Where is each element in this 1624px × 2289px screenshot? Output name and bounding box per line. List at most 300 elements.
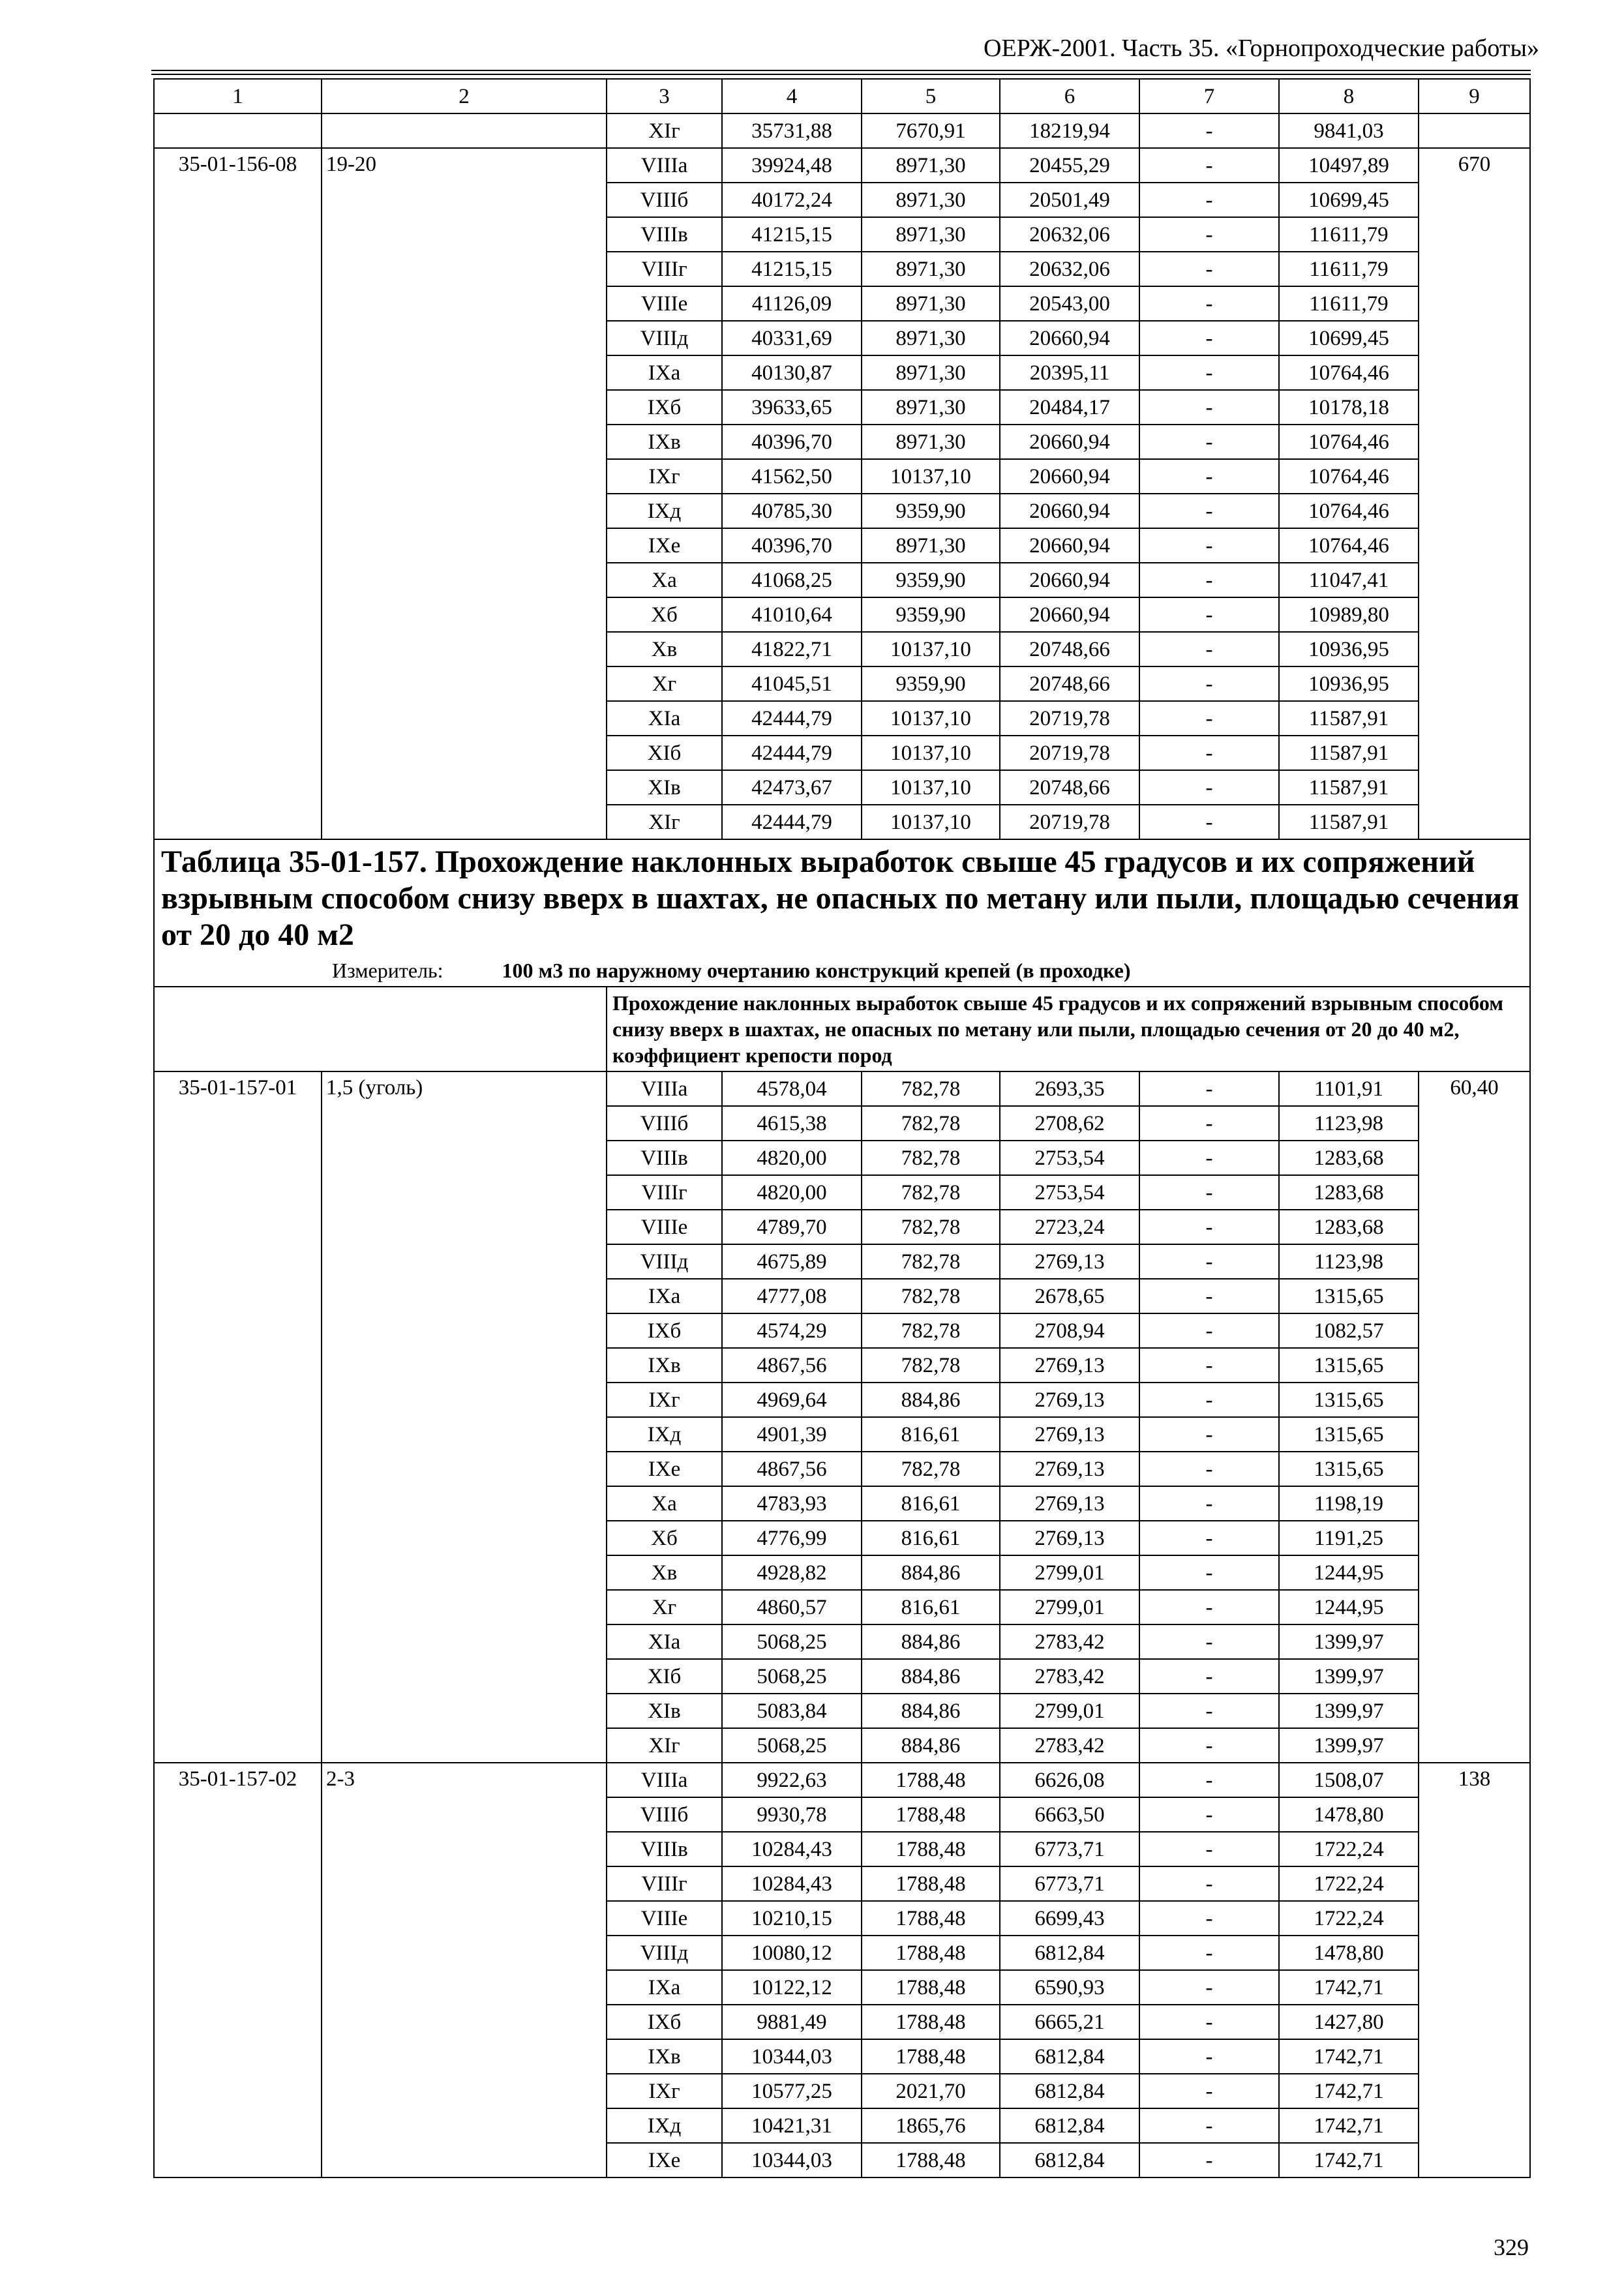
region-class: XIв [607,1694,722,1728]
region-class: IXд [607,2108,722,2143]
cost-value: - [1139,2108,1279,2143]
cost-value: 10344,03 [722,2143,862,2177]
cost-value: - [1139,1210,1279,1244]
region-class: VIIIв [607,217,722,252]
cost-value: 20719,78 [1000,736,1139,770]
cost-value: 9881,49 [722,2005,862,2039]
cost-value: 20660,94 [1000,321,1139,355]
cost-value: 20660,94 [1000,597,1139,632]
cost-value: 10936,95 [1279,666,1419,701]
cost-value: - [1139,770,1279,805]
cost-value: 6812,84 [1000,2108,1139,2143]
cost-value: - [1139,1486,1279,1521]
cost-value: 2799,01 [1000,1555,1139,1590]
region-class: VIIIд [607,1244,722,1279]
cost-value: 20748,66 [1000,666,1139,701]
cost-value: 35731,88 [722,113,862,148]
cost-value: 10764,46 [1279,425,1419,459]
cost-value: 9930,78 [722,1797,862,1832]
region-class: IXа [607,355,722,390]
cost-value: 1399,97 [1279,1624,1419,1659]
cost-value: - [1139,1383,1279,1417]
rock-hardness: 19-20 [322,148,607,839]
region-class: IXе [607,528,722,563]
cost-value: 42473,67 [722,770,862,805]
cost-value: 884,86 [862,1659,1000,1694]
cost-value: 4969,64 [722,1383,862,1417]
cost-value: 782,78 [862,1452,1000,1486]
region-class: IXа [607,1279,722,1313]
cost-value: 8971,30 [862,286,1000,321]
column-number: 8 [1279,79,1419,113]
cost-value: 5068,25 [722,1624,862,1659]
cost-value: 10137,10 [862,459,1000,494]
cost-value: 11587,91 [1279,736,1419,770]
cost-value: 1399,97 [1279,1694,1419,1728]
cost-value: 5068,25 [722,1659,862,1694]
cost-value: - [1139,1452,1279,1486]
region-class: VIIIе [607,1210,722,1244]
cost-value: 2753,54 [1000,1141,1139,1175]
cost-value: 18219,94 [1000,113,1139,148]
cost-value: 4867,56 [722,1452,862,1486]
cost-value: 2783,42 [1000,1624,1139,1659]
region-class: VIIIв [607,1141,722,1175]
cost-value: 10989,80 [1279,597,1419,632]
cost-value: 6773,71 [1000,1832,1139,1866]
cost-value: 1788,48 [862,2039,1000,2074]
cost-value: 2753,54 [1000,1175,1139,1210]
region-class: XIг [607,1728,722,1763]
cost-value: 4928,82 [722,1555,862,1590]
cost-value: 1198,19 [1279,1486,1419,1521]
cost-value: 884,86 [862,1694,1000,1728]
cost-value: 1427,80 [1279,2005,1419,2039]
cost-value: - [1139,1348,1279,1383]
region-class: IXб [607,390,722,425]
cost-value: 41045,51 [722,666,862,701]
cost-value: 1315,65 [1279,1417,1419,1452]
cost-value: 20748,66 [1000,770,1139,805]
region-class: IXб [607,1313,722,1348]
cost-value: - [1139,321,1279,355]
labor-value: 60,40 [1419,1071,1530,1763]
cost-value: 42444,79 [722,701,862,736]
region-class: IXг [607,459,722,494]
cost-value: 11611,79 [1279,286,1419,321]
rate-code: 35-01-157-01 [154,1071,322,1763]
cost-value: 4783,93 [722,1486,862,1521]
cost-value: 1788,48 [862,1763,1000,1797]
cost-value: - [1139,217,1279,252]
cost-value: 2769,13 [1000,1417,1139,1452]
cost-value: 1244,95 [1279,1590,1419,1624]
cost-value: 6812,84 [1000,2039,1139,2074]
cost-value: 4675,89 [722,1244,862,1279]
cost-value: 1478,80 [1279,1936,1419,1970]
cost-value: 10344,03 [722,2039,862,2074]
cost-value: - [1139,2143,1279,2177]
empty-cell [154,987,607,1071]
cost-value: 782,78 [862,1279,1000,1313]
cost-value: 884,86 [862,1728,1000,1763]
header-rule-secondary [151,74,1531,75]
cost-value: 20395,11 [1000,355,1139,390]
header-rule [151,70,1531,71]
cost-value: 4867,56 [722,1348,862,1383]
region-class: IXв [607,2039,722,2074]
cost-value: - [1139,1590,1279,1624]
empty-cell [322,113,607,148]
column-number: 4 [722,79,862,113]
cost-value: 10137,10 [862,632,1000,666]
cost-value: 20660,94 [1000,425,1139,459]
cost-value: - [1139,2039,1279,2074]
region-class: XIв [607,770,722,805]
cost-value: 6665,21 [1000,2005,1139,2039]
cost-value: 1508,07 [1279,1763,1419,1797]
cost-value: 4860,57 [722,1590,862,1624]
region-class: Xа [607,1486,722,1521]
cost-value: 1315,65 [1279,1383,1419,1417]
region-class: IXв [607,1348,722,1383]
measure-line [332,956,1523,985]
region-class: VIIIв [607,1832,722,1866]
region-class: VIIIб [607,183,722,217]
cost-value: 20660,94 [1000,494,1139,528]
cost-value: 2783,42 [1000,1728,1139,1763]
region-class: Xа [607,563,722,597]
region-class: IXг [607,2074,722,2108]
cost-value: 41215,15 [722,217,862,252]
cost-value: 816,61 [862,1417,1000,1452]
subheader-row [154,987,1530,1071]
cost-value: 1315,65 [1279,1279,1419,1313]
cost-value: 20632,06 [1000,252,1139,286]
table-caption [154,839,1530,987]
cost-value: 4777,08 [722,1279,862,1313]
cost-value: 2678,65 [1000,1279,1139,1313]
cost-value: - [1139,148,1279,183]
region-class: Xв [607,1555,722,1590]
table-row [154,1071,1530,1106]
cost-value: 20748,66 [1000,632,1139,666]
cost-value: 20719,78 [1000,805,1139,839]
cost-value: 5083,84 [722,1694,862,1728]
cost-value: 10699,45 [1279,183,1419,217]
cost-value: - [1139,1141,1279,1175]
cost-value: 8971,30 [862,528,1000,563]
region-class: IXе [607,1452,722,1486]
cost-value: - [1139,1797,1279,1832]
cost-value: 782,78 [862,1141,1000,1175]
cost-value: 1123,98 [1279,1106,1419,1141]
cost-value: 20484,17 [1000,390,1139,425]
cost-value: 4776,99 [722,1521,862,1555]
column-number-row [154,79,1530,113]
cost-value: 1788,48 [862,2005,1000,2039]
cost-value: 6626,08 [1000,1763,1139,1797]
cost-value: 4789,70 [722,1210,862,1244]
cost-value: 20632,06 [1000,217,1139,252]
empty-cell [154,113,322,148]
cost-value: 10210,15 [722,1901,862,1936]
region-class: VIIIб [607,1797,722,1832]
rock-hardness: 2-3 [322,1763,607,2177]
cost-value: - [1139,528,1279,563]
cost-value: 2783,42 [1000,1659,1139,1694]
cost-value: 10421,31 [722,2108,862,2143]
cost-value: 6812,84 [1000,1936,1139,1970]
cost-value: 20660,94 [1000,528,1139,563]
cost-value: - [1139,1071,1279,1106]
cost-value: 1788,48 [862,1936,1000,1970]
cost-value: - [1139,390,1279,425]
cost-value: 39924,48 [722,148,862,183]
cost-value: 2769,13 [1000,1348,1139,1383]
cost-value: 7670,91 [862,113,1000,148]
cost-value: - [1139,666,1279,701]
cost-value: 41822,71 [722,632,862,666]
region-class: XIб [607,1659,722,1694]
cost-value: 2769,13 [1000,1383,1139,1417]
cost-value: 11587,91 [1279,805,1419,839]
cost-value: 2708,62 [1000,1106,1139,1141]
cost-value: - [1139,459,1279,494]
cost-value: - [1139,183,1279,217]
cost-value: 4901,39 [722,1417,862,1452]
cost-value: - [1139,1624,1279,1659]
region-class: VIIIд [607,321,722,355]
cost-value: 10764,46 [1279,528,1419,563]
cost-value: 884,86 [862,1555,1000,1590]
cost-value: - [1139,1970,1279,2005]
cost-value: 10137,10 [862,805,1000,839]
region-class: Xб [607,1521,722,1555]
cost-value: 1788,48 [862,1832,1000,1866]
cost-value: 6663,50 [1000,1797,1139,1832]
region-class: VIIIг [607,1175,722,1210]
cost-value: 1399,97 [1279,1659,1419,1694]
cost-value: 782,78 [862,1313,1000,1348]
column-number: 3 [607,79,722,113]
cost-value: 2769,13 [1000,1452,1139,1486]
cost-value: 816,61 [862,1590,1000,1624]
cost-value: 9359,90 [862,666,1000,701]
cost-value: 8971,30 [862,148,1000,183]
cost-value: 1315,65 [1279,1348,1419,1383]
cost-value: 1082,57 [1279,1313,1419,1348]
cost-value: 40396,70 [722,528,862,563]
cost-value: - [1139,1694,1279,1728]
region-class: Xв [607,632,722,666]
region-class: Xг [607,1590,722,1624]
region-class: XIа [607,1624,722,1659]
cost-value: - [1139,286,1279,321]
cost-value: 1399,97 [1279,1728,1419,1763]
cost-value: 8971,30 [862,425,1000,459]
region-class: VIIIа [607,148,722,183]
cost-value: 9922,63 [722,1763,862,1797]
cost-value: 1865,76 [862,2108,1000,2143]
cost-value: 1244,95 [1279,1555,1419,1590]
cost-value: 4578,04 [722,1071,862,1106]
cost-value: 1722,24 [1279,1901,1419,1936]
cost-value: 1742,71 [1279,2143,1419,2177]
page-number: 329 [1494,2234,1529,2260]
cost-value: 10699,45 [1279,321,1419,355]
cost-value: 10122,12 [722,1970,862,2005]
cost-value: 41215,15 [722,252,862,286]
region-class: IXг [607,1383,722,1417]
table-row [154,113,1530,148]
cost-value: 10936,95 [1279,632,1419,666]
cost-value: 10764,46 [1279,459,1419,494]
cost-value: 884,86 [862,1624,1000,1659]
cost-value: - [1139,252,1279,286]
cost-value: 4820,00 [722,1141,862,1175]
cost-value: - [1139,1936,1279,1970]
rate-code: 35-01-157-02 [154,1763,322,2177]
cost-value: 4820,00 [722,1175,862,1210]
rate-code: 35-01-156-08 [154,148,322,839]
region-class: VIIIд [607,1936,722,1970]
cost-value: 1742,71 [1279,1970,1419,2005]
cost-value: 6590,93 [1000,1970,1139,2005]
cost-value: 2693,35 [1000,1071,1139,1106]
cost-value: 1742,71 [1279,2074,1419,2108]
column-number: 9 [1419,79,1530,113]
region-class: VIIIа [607,1071,722,1106]
labor-value: 138 [1419,1763,1530,2177]
cost-value: 8971,30 [862,390,1000,425]
cost-value: 1788,48 [862,1970,1000,2005]
cost-value: - [1139,1279,1279,1313]
column-number: 7 [1139,79,1279,113]
cost-value: - [1139,597,1279,632]
cost-value: 782,78 [862,1210,1000,1244]
cost-value: 6699,43 [1000,1901,1139,1936]
region-class: XIг [607,805,722,839]
cost-value: 4615,38 [722,1106,862,1141]
cost-value: 2769,13 [1000,1521,1139,1555]
cost-value: - [1139,736,1279,770]
cost-value: 10284,43 [722,1832,862,1866]
region-class: XIб [607,736,722,770]
cost-value: 41068,25 [722,563,862,597]
region-class: IXа [607,1970,722,2005]
table-caption-row [154,839,1530,987]
cost-value: 9359,90 [862,597,1000,632]
region-class: VIIIг [607,252,722,286]
cost-value: 20660,94 [1000,563,1139,597]
region-class: IXв [607,425,722,459]
cost-value: 42444,79 [722,736,862,770]
rates-table [153,78,1531,2178]
cost-value: 1788,48 [862,1797,1000,1832]
measure-label: Измеритель: [332,959,444,982]
cost-value: 2799,01 [1000,1590,1139,1624]
cost-value: 40130,87 [722,355,862,390]
cost-value: 4574,29 [722,1313,862,1348]
cost-value: 782,78 [862,1106,1000,1141]
cost-value: 11611,79 [1279,252,1419,286]
cost-value: 1283,68 [1279,1175,1419,1210]
cost-value: 1722,24 [1279,1832,1419,1866]
cost-value: 1283,68 [1279,1141,1419,1175]
cost-value: 782,78 [862,1348,1000,1383]
region-class: IXд [607,494,722,528]
cost-value: 816,61 [862,1486,1000,1521]
cost-value: 6812,84 [1000,2074,1139,2108]
cost-value: - [1139,1521,1279,1555]
cost-value: 2769,13 [1000,1244,1139,1279]
table-row [154,148,1530,183]
cost-value: 9841,03 [1279,113,1419,148]
cost-value: - [1139,113,1279,148]
cost-value: 816,61 [862,1521,1000,1555]
region-class: IXе [607,2143,722,2177]
region-class: VIIIг [607,1866,722,1901]
measure-value: 100 м3 по наружному очертанию конструкций крепей (в проходке) [502,959,1131,982]
cost-value: 8971,30 [862,355,1000,390]
cost-value: - [1139,563,1279,597]
cost-value: - [1139,1866,1279,1901]
cost-value: 10764,46 [1279,494,1419,528]
cost-value: 1478,80 [1279,1797,1419,1832]
cost-value: - [1139,494,1279,528]
region-class: VIIIе [607,286,722,321]
cost-value: - [1139,1417,1279,1452]
cost-value: 1315,65 [1279,1452,1419,1486]
table-row [154,1763,1530,1797]
cost-value: 8971,30 [862,321,1000,355]
cost-value: - [1139,1244,1279,1279]
cost-value: 41562,50 [722,459,862,494]
cost-value: 6812,84 [1000,2143,1139,2177]
cost-value: 1283,68 [1279,1210,1419,1244]
cost-value: 8971,30 [862,252,1000,286]
region-class: VIIIб [607,1106,722,1141]
cost-value: 10178,18 [1279,390,1419,425]
cost-value: 11611,79 [1279,217,1419,252]
cost-value: 11587,91 [1279,701,1419,736]
cost-value: 1101,91 [1279,1071,1419,1106]
cost-value: - [1139,1728,1279,1763]
region-class: VIIIа [607,1763,722,1797]
cost-value: 40172,24 [722,183,862,217]
cost-value: - [1139,1555,1279,1590]
cost-value: 9359,90 [862,563,1000,597]
cost-value: - [1139,2005,1279,2039]
cost-value: - [1139,1832,1279,1866]
cost-value: - [1139,1901,1279,1936]
cost-value: 782,78 [862,1071,1000,1106]
column-number: 6 [1000,79,1139,113]
region-class: XIа [607,701,722,736]
cost-value: 2021,70 [862,2074,1000,2108]
cost-value: 9359,90 [862,494,1000,528]
cost-value: 1123,98 [1279,1244,1419,1279]
cost-value: - [1139,1659,1279,1694]
cost-value: 10137,10 [862,701,1000,736]
column-number: 5 [862,79,1000,113]
region-class: XIг [607,113,722,148]
cost-value: 1191,25 [1279,1521,1419,1555]
cost-value: 20501,49 [1000,183,1139,217]
cost-value: 10137,10 [862,770,1000,805]
cost-value: - [1139,2074,1279,2108]
